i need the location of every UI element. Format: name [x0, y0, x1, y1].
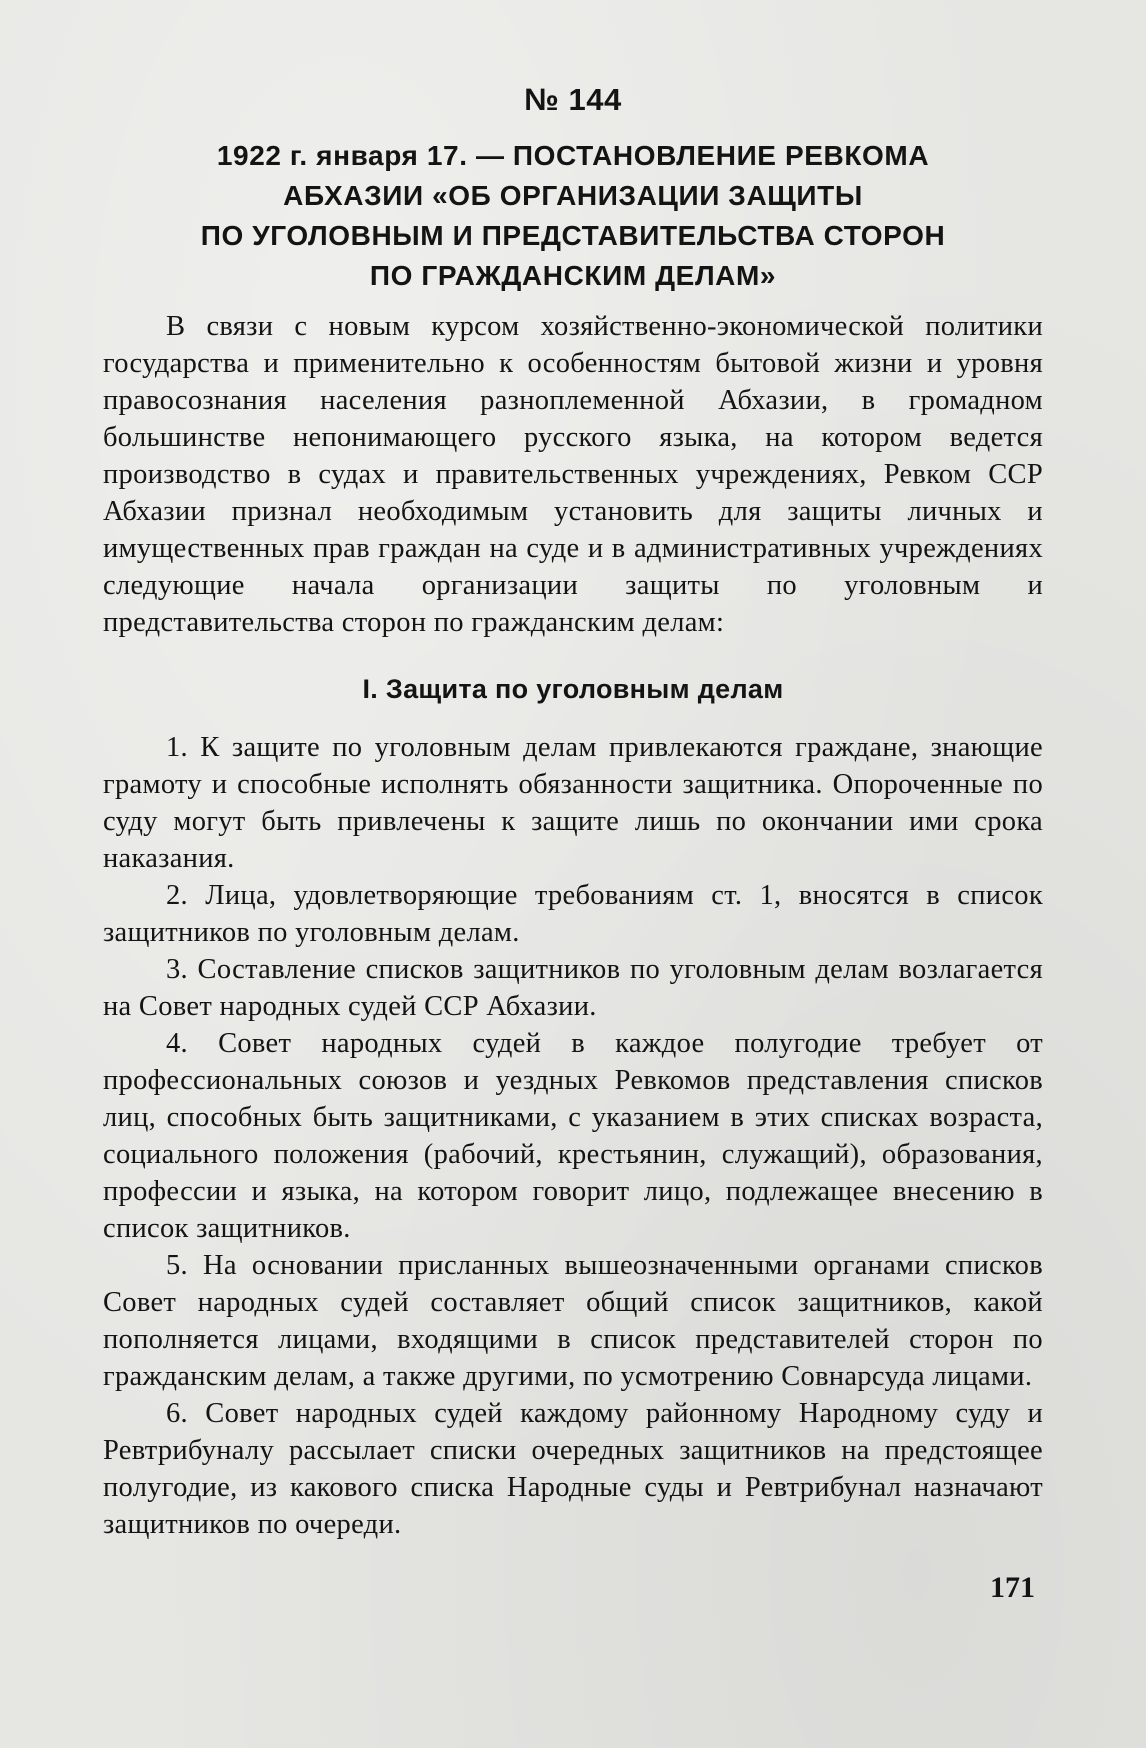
- document-title: [103, 136, 1043, 296]
- article-paragraph: 5. На основании присланных вышеозначенными органами списков Совет народных судей составляет общий список защитников, какой пополняется лицами, входящими в список представителей сторон по гражданским делам, а также другими, по усмотрению Совнарсуда лицами.: [103, 1250, 1043, 1392]
- article-paragraph: 1. К защите по уголовным делам привлекаются граждане, знающие грамоту и способные исполнять обязанности защитника. Опороченные по суду могут быть привлечены к защите лишь по окончании ими срока наказания.: [103, 732, 1043, 874]
- title-line: 1922 г. января 17. — ПОСТАНОВЛЕНИЕ РЕВКОМА: [216, 140, 930, 171]
- page-number: 171: [990, 1571, 1035, 1604]
- document-number: № 144: [524, 82, 622, 117]
- title-line: ПО ГРАЖДАНСКИМ ДЕЛАМ»: [369, 260, 777, 291]
- article-paragraph: 3. Составление списков защитников по уголовным делам возлагается на Совет народных судей ССР Абхазии.: [103, 954, 1043, 1022]
- article-paragraph: 2. Лица, удовлетворяющие требованиям ст. 1, вносятся в список защитников по уголовным делам.: [103, 880, 1043, 948]
- section-heading: I. Защита по уголовным делам: [362, 674, 784, 704]
- article-paragraph: 4. Совет народных судей в каждое полугодие требует от профессиональных союзов и уездных Ревкомов представления списков лиц, способных быть защитниками, с указанием в этих списках возраста, социального положения (рабочий, крестьянин, служащий), образования, профессии и языка, на котором говорит лицо, подлежащее внесению в список защитников.: [103, 1028, 1043, 1244]
- title-line: АБХАЗИИ «ОБ ОРГАНИЗАЦИИ ЗАЩИТЫ: [283, 180, 863, 211]
- preamble-paragraph: В связи с новым курсом хозяйственно-экономической политики государства и применительно к особенностям бытовой жизни и уровня правосознания населения разноплеменной Абхазии, в громадном большинстве непонимающего русского языка, на котором ведется производство в судах и правительственных учреждениях, Ревком ССР Абхазии признал необходимым установить для защиты личных и имущественных прав граждан на суде и в административных учреждениях следующие начала организации защиты по уголовным и представительства сторон по гражданским делам:: [103, 311, 1043, 638]
- article-paragraph: 6. Совет народных судей каждому районному Народному суду и Ревтрибуналу рассылает списки очередных защитников на предстоящее полугодие, из какового списка Народные суды и Ревтрибунал назначают защитников по очереди.: [103, 1398, 1043, 1540]
- document-content: [103, 82, 1043, 1543]
- title-line: ПО УГОЛОВНЫМ И ПРЕДСТАВИТЕЛЬСТВА СТОРОН: [200, 220, 946, 251]
